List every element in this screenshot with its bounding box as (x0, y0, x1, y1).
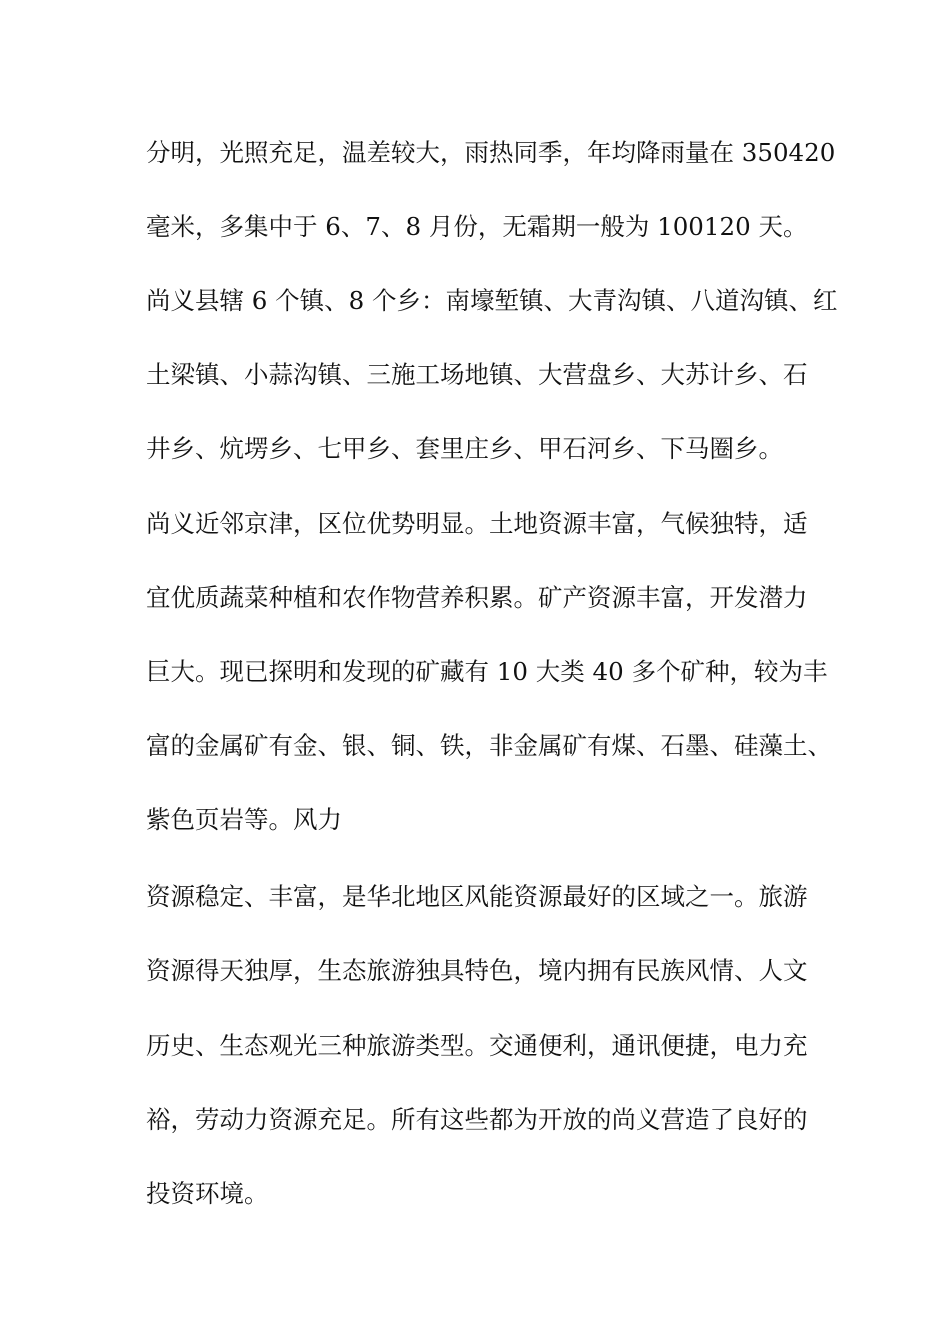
text-line: 资源得天独厚，生态旅游独具特色，境内拥有民族风情、人文 (146, 956, 808, 985)
text-line: 宜优质蔬菜种植和农作物营养积累。矿产资源丰富，开发潜力 (146, 583, 808, 612)
text-line: 分明，光照充足，温差较大，雨热同季，年均降雨量在 350420 (146, 138, 836, 167)
text-line: 紫色页岩等。风力 (146, 805, 342, 834)
text-line: 尚义县辖 6 个镇、8 个乡：南壕堑镇、大青沟镇、八道沟镇、红 (146, 286, 838, 315)
text-line: 井乡、炕塄乡、七甲乡、套里庄乡、甲石河乡、下马圈乡。 (146, 434, 783, 463)
text-line: 毫米，多集中于 6、7、8 月份，无霜期一般为 100120 天。 (146, 212, 808, 241)
text-line: 投资环境。 (146, 1179, 269, 1208)
text-line: 尚义近邻京津，区位优势明显。土地资源丰富，气候独特，适 (146, 509, 808, 538)
text-line: 巨大。现已探明和发现的矿藏有 10 大类 40 多个矿种，较为丰 (146, 657, 828, 686)
text-line: 裕，劳动力资源充足。所有这些都为开放的尚义营造了良好的 (146, 1105, 808, 1134)
text-line: 资源稳定、丰富，是华北地区风能资源最好的区域之一。旅游 (146, 882, 808, 911)
text-line: 富的金属矿有金、银、铜、铁，非金属矿有煤、石墨、硅藻土、 (146, 731, 832, 760)
text-line: 土梁镇、小蒜沟镇、三施工场地镇、大营盘乡、大苏计乡、石 (146, 360, 808, 389)
text-line: 历史、生态观光三种旅游类型。交通便利，通讯便捷，电力充 (146, 1031, 808, 1060)
